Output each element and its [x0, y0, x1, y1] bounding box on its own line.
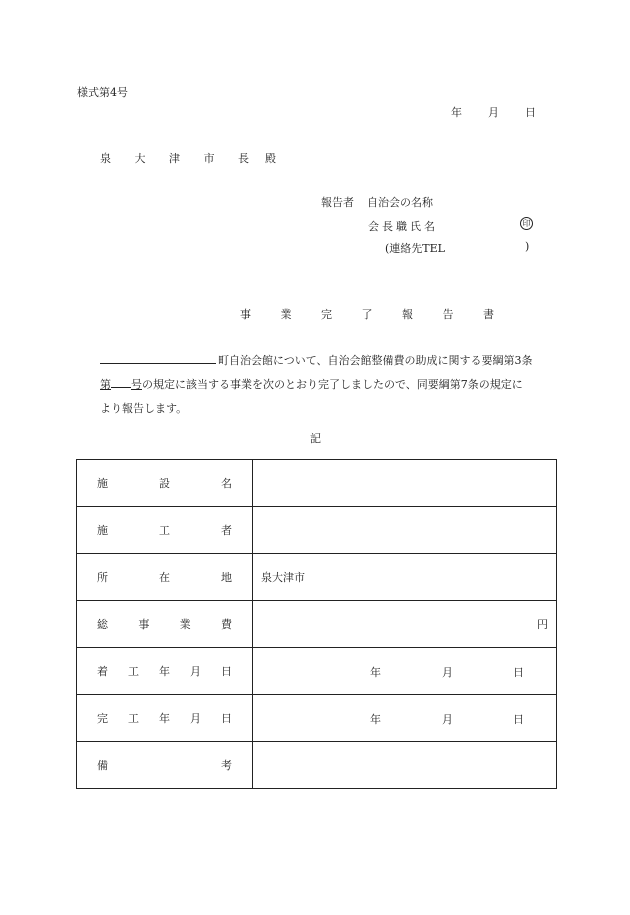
- remarks-label: 備 考: [77, 742, 253, 789]
- article-number-blank[interactable]: [111, 377, 131, 388]
- article-suffix: 号: [131, 378, 142, 391]
- details-table: [76, 459, 557, 789]
- addressee: [100, 150, 276, 166]
- contractor-label: 施 工 者: [77, 507, 253, 554]
- article-prefix: 第: [100, 378, 111, 391]
- body-line-1-text: 町自治会館について、自治会館整備費の助成に関する要綱第3条: [218, 354, 533, 367]
- addressee-title: 泉 大 津 市 長: [100, 152, 259, 165]
- form-number: 様式第4号: [77, 86, 128, 99]
- completion-date-label: 完 工 年 月 日: [77, 695, 253, 742]
- table-row: [77, 460, 557, 507]
- location-label: 所 在 地: [77, 554, 253, 601]
- body-line-1: [100, 352, 533, 368]
- start-date-label: 着 工 年 月 日: [77, 648, 253, 695]
- facility-name-field[interactable]: [253, 460, 557, 507]
- date-month-label: 月: [488, 106, 499, 119]
- table-row: [77, 648, 557, 695]
- document-title: 事 業 完 了 報 告 書: [240, 308, 507, 321]
- location-field[interactable]: 泉大津市: [253, 554, 557, 601]
- body-line-2-text: の規定に該当する事業を次のとおり完了しましたので、同要綱第7条の規定に: [142, 378, 523, 391]
- table-row: [77, 601, 557, 648]
- facility-name-label: 施 設 名: [77, 460, 253, 507]
- contact-tel-label: (連絡先TEL: [385, 242, 445, 255]
- table-row: [77, 507, 557, 554]
- table-row: [77, 554, 557, 601]
- seal-icon: 印: [520, 217, 533, 230]
- start-date-field[interactable]: 年 月 日: [253, 648, 557, 695]
- report-date: [451, 104, 536, 120]
- date-year-label: 年: [451, 106, 462, 119]
- chair-name-label: 会長職氏名: [368, 220, 438, 233]
- body-line-2: [100, 376, 523, 392]
- completion-date-field[interactable]: 年 月 日: [253, 695, 557, 742]
- total-cost-field[interactable]: 円: [253, 601, 557, 648]
- town-name-blank[interactable]: [100, 353, 216, 364]
- addressee-honorific: 殿: [265, 152, 276, 165]
- remarks-field[interactable]: [253, 742, 557, 789]
- contractor-field[interactable]: [253, 507, 557, 554]
- reporter-label: 報告者: [321, 196, 354, 209]
- contact-tel-close: ): [525, 240, 530, 253]
- association-name-label: 自治会の名称: [367, 196, 433, 209]
- body-line-3: より報告します。: [100, 402, 188, 415]
- total-cost-label: 総 事 業 費: [77, 601, 253, 648]
- date-day-label: 日: [525, 106, 536, 119]
- table-row: [77, 695, 557, 742]
- table-row: [77, 742, 557, 789]
- ki-heading: 記: [310, 432, 321, 445]
